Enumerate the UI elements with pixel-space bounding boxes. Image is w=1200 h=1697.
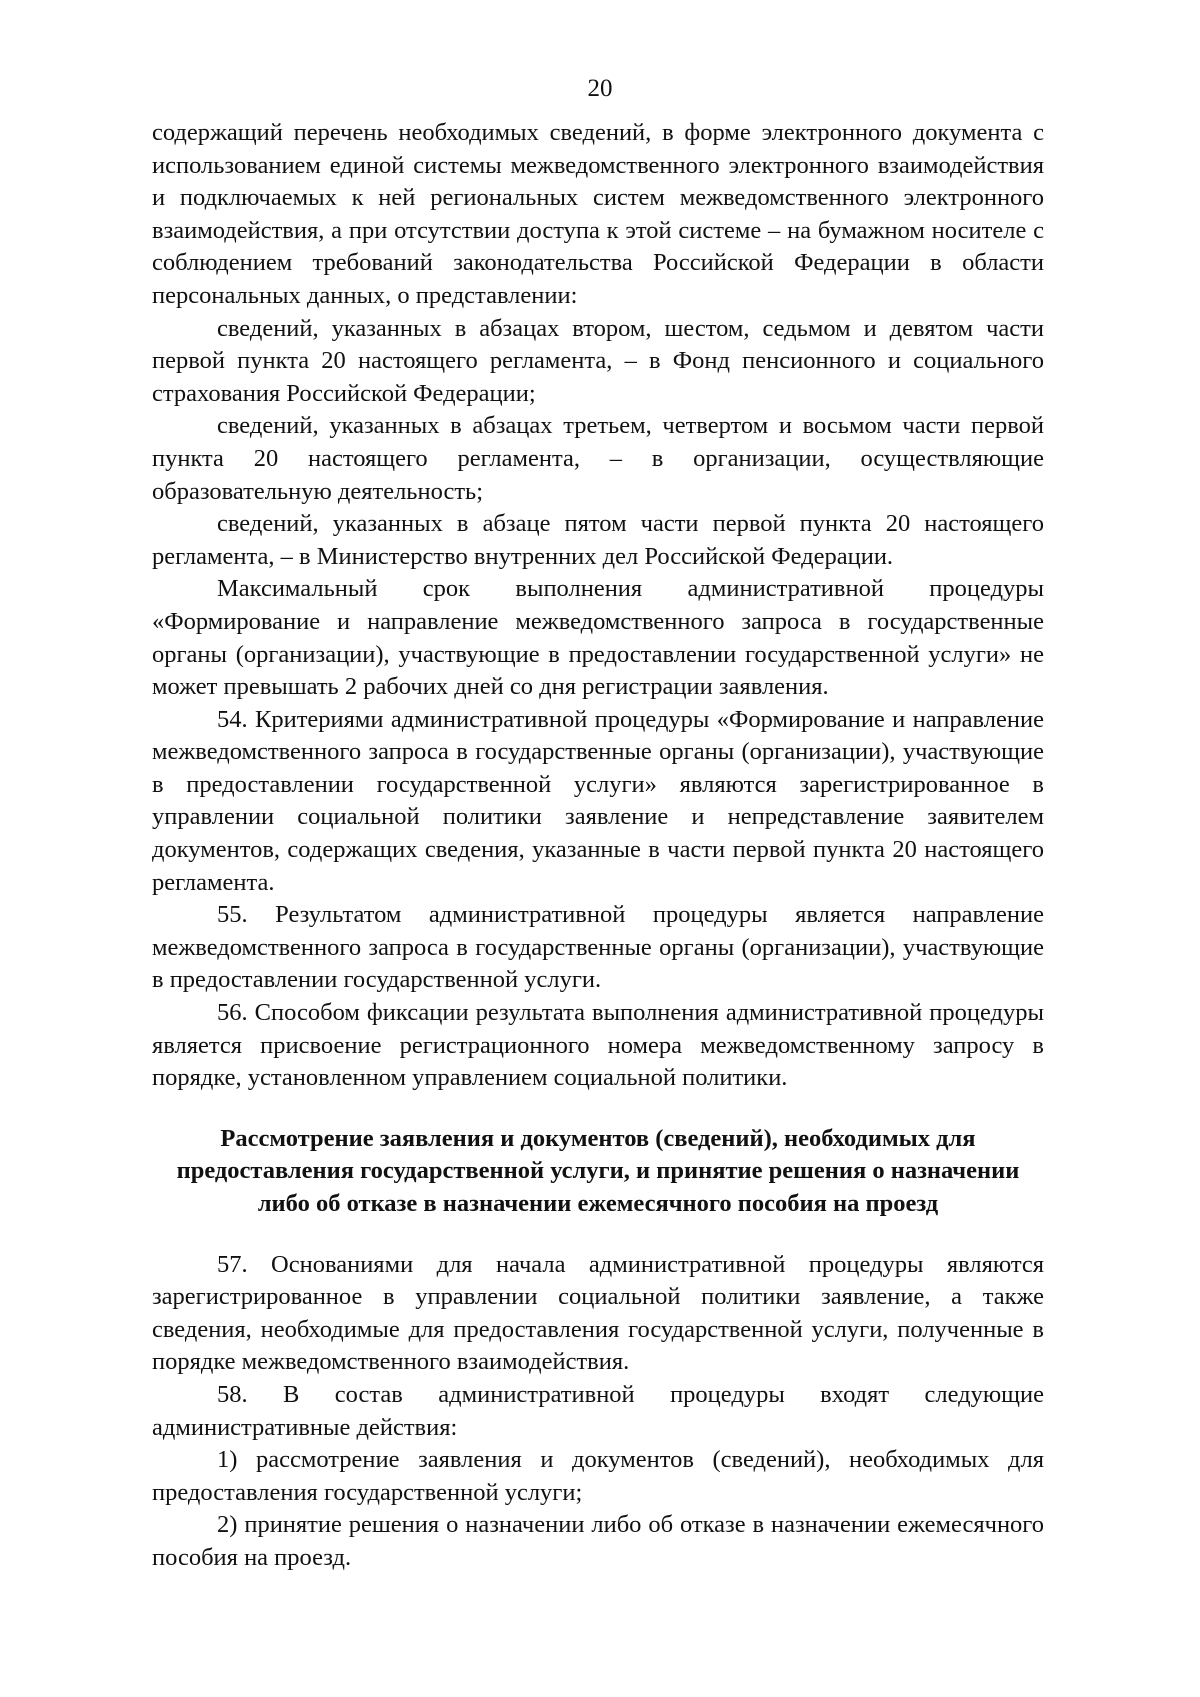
- document-body: [152, 117, 1044, 1575]
- section-heading: [152, 1123, 1044, 1221]
- list-item: 1) рассмотрение заявления и документов (сведений), необходимых для предоставления государственной услуги;: [152, 1446, 1044, 1506]
- section-heading-line: Рассмотрение заявления и документов (сведений), необходимых для: [220, 1124, 976, 1152]
- list-item: 2) принятие решения о назначении либо об отказе в назначении ежемесячного пособия на проезд.: [152, 1511, 1044, 1571]
- paragraph-54: 54. Критериями административной процедуры «Формирование и направление межведомственного запроса в государственные органы (организации), участвующие в предоставлении государственной услуги» являются зарегистрированное в управлении социальной политики заявление и непредставление заявителем документов, содержащих сведения, указанные в части первой пункта 20 настоящего регламента.: [152, 705, 1044, 896]
- paragraph: сведений, указанных в абзацах третьем, четвертом и восьмом части первой пункта 20 настоящего регламента, – в организации, осуществляющие образовательную деятельность;: [152, 412, 1044, 505]
- paragraph-57: 57. Основаниями для начала административной процедуры являются зарегистрированное в управлении социальной политики заявление, а также сведения, необходимые для предоставления государственной услуги, полученные в порядке межведомственного взаимодействия.: [152, 1250, 1044, 1376]
- section-heading-line: предоставления государственной услуги, и принятие решения о назначении: [176, 1157, 1020, 1185]
- paragraph: Максимальный срок выполнения административной процедуры «Формирование и направление межведомственного запроса в государственные органы (организации), участвующие в предоставлении государственной услуги» не может превышать 2 рабочих дней со дня регистрации заявления.: [152, 575, 1044, 701]
- paragraph-55: 55. Результатом административной процедуры является направление межведомственного запроса в государственные органы (организации), участвующие в предоставлении государственной услуги.: [152, 901, 1044, 994]
- paragraph: содержащий перечень необходимых сведений, в форме электронного документа с использованием единой системы межведомственного электронного взаимодействия и подключаемых к ней региональных систем межведомственного электронного взаимодействия, а при отсутствии доступа к этой системе – на бумажном носителе с соблюдением требований законодательства Российской Федерации в области персональных данных, о представлении:: [152, 119, 1044, 309]
- paragraph: сведений, указанных в абзацах втором, шестом, седьмом и девятом части первой пункта 20 настоящего регламента, – в Фонд пенсионного и социального страхования Российской Федерации;: [152, 314, 1044, 407]
- paragraph-58: 58. В состав административной процедуры входят следующие административные действия:: [152, 1380, 1044, 1441]
- section-heading-line: либо об отказе в назначении ежемесячного пособия на проезд: [257, 1190, 939, 1217]
- paragraph: сведений, указанных в абзаце пятом части первой пункта 20 настоящего регламента, – в Министерство внутренних дел Российской Федерации.: [152, 510, 1044, 570]
- paragraph-56: 56. Способом фиксации результата выполнения административной процедуры является присвоение регистрационного номера межведомственному запросу в порядке, установленном управлением социальной политики.: [152, 999, 1044, 1092]
- page-number: 20: [587, 75, 613, 102]
